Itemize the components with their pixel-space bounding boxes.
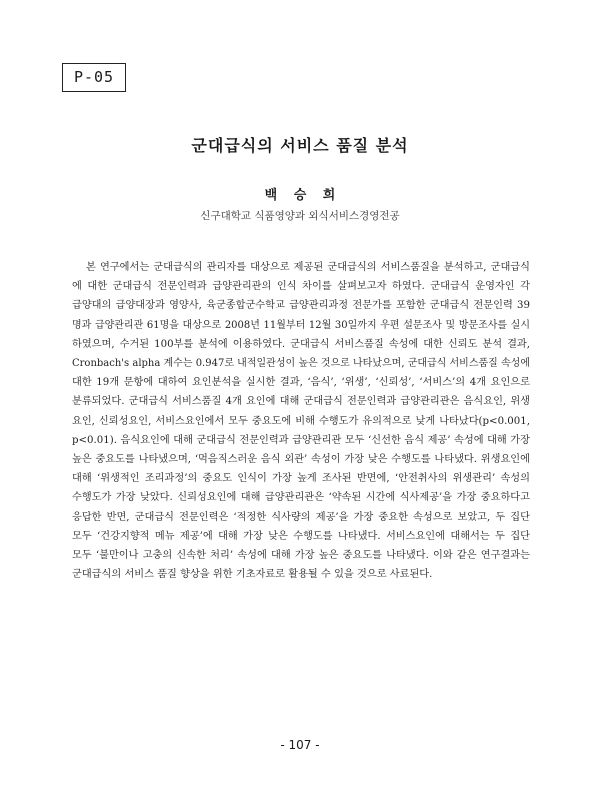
abstract-body <box>72 258 530 584</box>
abstract-line: 명과 급양관리관 61명을 대상으로 2008년 11월부터 12월 30일까지 우편 설문조사 및 방문조사를 실시 <box>72 319 530 331</box>
abstract-line: p<0.01). 음식요인에 대해 군대급식 전문인력과 급양관리관 모두 ‘신선한 음식 제공’ 속성에 대해 가장 <box>72 434 530 446</box>
abstract-line: 모두 ‘건강지향적 메뉴 제공’에 대해 가장 낮은 수행도를 나타냈다. 서비스요인에 대해서는 두 집단 <box>72 530 530 542</box>
abstract-line: 군대급식의 서비스 품질 향상을 위한 기초자료로 활용될 수 있을 것으로 사료된다. <box>72 569 433 581</box>
paper-title: 군대급식의 서비스 품질 분석 <box>191 136 409 155</box>
abstract-line: 본 연구에서는 군대급식의 관리자를 대상으로 제공된 군대급식의 서비스품질을 분석하고, 군대급식 <box>86 262 530 273</box>
abstract-line: 수행도가 가장 낮았다. 신뢰성요인에 대해 급양관리관은 ‘약속된 시간에 식사제공’을 가장 중요하다고 <box>72 492 530 504</box>
abstract-line: 요인, 신뢰성요인, 서비스요인에서 모두 중요도에 비해 수행도가 유의적으로 낮게 나타났다(p<0.001, <box>72 415 530 427</box>
abstract-line: 에 대한 군대급식 전문인력과 급양관리관의 인식 차이를 살펴보고자 하였다. 군대급식 운영자인 각 <box>72 281 530 293</box>
abstract-line: 응답한 반면, 군대급식 전문인력은 ‘적정한 식사량의 제공’을 가장 중요한 속성으로 보았고, 두 집단 <box>72 511 530 523</box>
author-name: 백 승 희 <box>264 188 342 203</box>
abstract-line: 급양대의 급양대장과 영양사, 육군종합군수학교 급양관리과정 전문가를 포함한 군대급식 전문인력 39 <box>72 300 530 312</box>
abstract-line: 모두 ‘불만이나 고충의 신속한 처리’ 속성에 대해 가장 높은 중요도를 나타냈다. 이와 같은 연구결과는 <box>72 550 530 562</box>
abstract-line: 하였으며, 수거된 100부를 분석에 이용하였다. 군대급식 서비스품질 속성에 대한 신뢰도 분석 결과, <box>72 338 530 350</box>
author-affiliation: 신구대학교 식품영양과 외식서비스경영전공 <box>200 210 400 222</box>
page-number: - 107 - <box>280 738 320 752</box>
abstract-line: 분류되었다. 군대급식 서비스품질 4개 요인에 대해 군대급식 전문인력과 급양관리관은 음식요인, 위생 <box>72 396 530 408</box>
abstract-line: 대해 ‘위생적인 조리과정’의 중요도 인식이 가장 높게 조사된 반면에, ‘안전취사의 위생관리’ 속성의 <box>72 473 530 485</box>
poster-label: P-05 <box>62 63 126 92</box>
abstract-line: 높은 중요도를 나타냈으며, ‘먹음직스러운 음식 외관’ 속성이 가장 낮은 수행도를 나타냈다. 위생요인에 <box>72 454 530 466</box>
abstract-line: 대한 19개 문항에 대하여 요인분석을 실시한 결과, ‘음식’, ‘위생’, ‘신뢰성’, ‘서비스’의 4개 요인으로 <box>72 377 530 389</box>
abstract-line: Cronbach's alpha 계수는 0.947로 내적일관성이 높은 것으로 나타났으며, 군대급식 서비스품질 속성에 <box>72 358 530 370</box>
